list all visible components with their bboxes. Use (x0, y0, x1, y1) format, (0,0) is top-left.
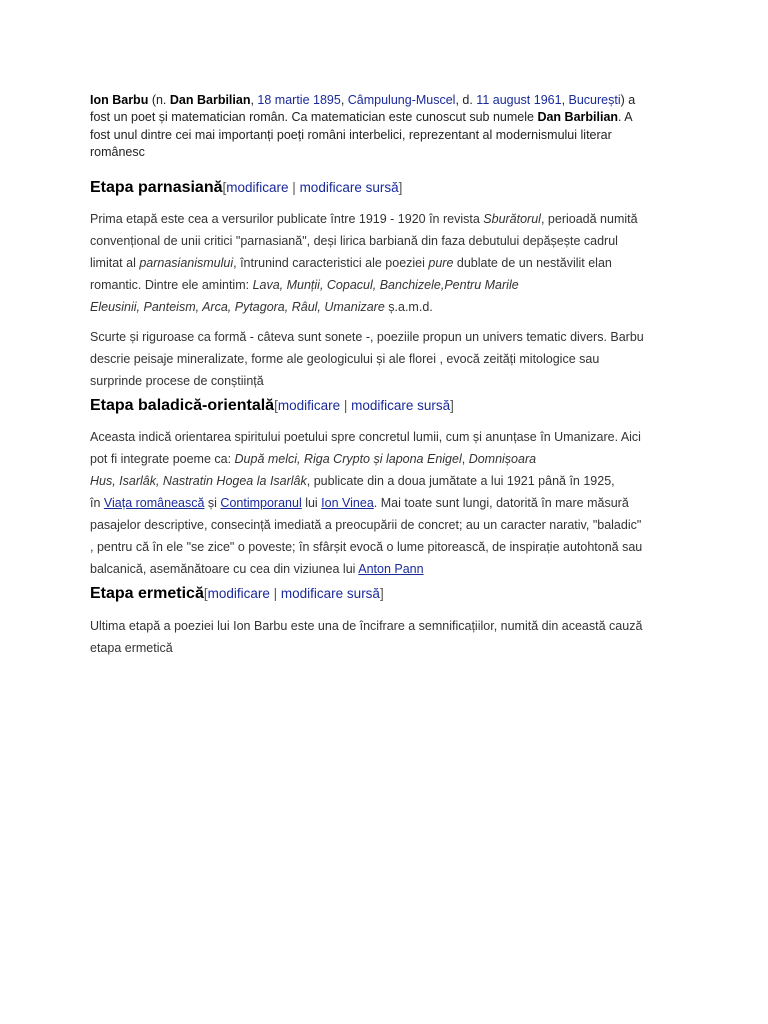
section-heading-parnasiana: Etapa parnasiană[modificare | modificare sursă] (90, 179, 403, 196)
paragraph-parnasiana-1: Prima etapă este cea a versurilor publicate între 1919 - 1920 în revista Sburătorul, perioadă numită convențional de unii critici "parnasiană", deși lirica barbiană din faza debutului depășește cadrul limitat al parnasianismului, întrunind caracteristici ale poeziei pure dublate de un nestăvilit elan romantic. Dintre ele amintim: Lava, Munții, Copacul, Banchizele,Pentru Marile Eleusinii, Panteism, Arca, Pytagora, Râul, Umanizare ș.a.m.d. (90, 212, 638, 314)
birth-place-link[interactable]: Câmpulung-Muscel (347, 93, 456, 107)
contimporanul-link[interactable]: Contimporanul (220, 496, 302, 510)
real-name: Dan Barbilian (169, 93, 251, 107)
viata-romaneasca-link[interactable]: Viața românească (103, 496, 205, 510)
section-edit-links: [modificare | modificare sursă] (274, 398, 454, 413)
edit-source-link[interactable]: modificare sursă (351, 398, 451, 413)
edit-source-link[interactable]: modificare sursă (280, 586, 380, 601)
paragraph-baladica: Aceasta indică orientarea spiritului poetului spre concretul lumii, cum și anunțase în Umanizare. Aici pot fi integrate poeme ca: După melci, Riga Crypto și lapona Enigel, Domnișoara Hus, Isarlâk, Nastratin Hogea la Isarlâk, publicate din a doua jumătate a lui 1921 până în 1925, în Viața românească și Contimporanul lui Ion Vinea. Mai toate sunt lungi, datorită în mare măsură pasajelor descriptive, consecință imediată a preocupării de concret; au un caracter narativ, "baladic" , pentru că în ele "se zice" o poveste; în sfârșit evocă o lume pitorească, de inspirație autohtonă sau balcanică, asemănătoare cu cea din viziunea lui Anton Pann (90, 430, 643, 576)
intro-paragraph (90, 92, 680, 161)
section-edit-links: [modificare | modificare sursă] (203, 586, 384, 601)
poet-name: Ion Barbu (90, 93, 149, 107)
paragraph-parnasiana-2: Scurte și riguroase ca formă - câteva sunt sonete -, poeziile propun un univers tematic divers. Barbu descrie peisaje mineralizate, forme ale geologicului și ale florei , evocă zeități mitologice sau surprinde procese de conștiință (90, 330, 644, 388)
section-heading-baladica: Etapa baladică-orientală[modificare | modificare sursă] (90, 397, 454, 414)
section-heading-ermetica: Etapa ermetică[modificare | modificare sursă] (90, 585, 384, 602)
anton-pann-link[interactable]: Anton Pann (358, 562, 424, 576)
death-date-link[interactable]: 11 august 1961 (476, 93, 562, 107)
edit-source-link[interactable]: modificare sursă (299, 180, 399, 195)
ion-vinea-link[interactable]: Ion Vinea (321, 496, 374, 510)
intro-line-4: românesc (90, 144, 145, 159)
intro-line-1: Ion Barbu (n. Dan Barbilian, 18 martie 1895, Câmpulung-Muscel, d. 11 august 1961, București) a (90, 93, 636, 107)
edit-link[interactable]: modificare (226, 180, 289, 195)
birth-date-link[interactable]: 18 martie 1895 (257, 93, 341, 107)
paragraph-ermetica: Ultima etapă a poeziei lui Ion Barbu este una de încifrare a semnificațiilor, numită din această cauză etapa ermetică (90, 619, 643, 655)
intro-line-3: fost unul dintre cei mai importanți poeți români interbelici, reprezentant al modernismului literar (90, 127, 612, 142)
pen-name: Dan Barbilian (537, 110, 619, 125)
edit-link[interactable]: modificare (277, 398, 341, 413)
intro-line-2: fost un poet și matematician român. Ca matematician este cunoscut sub numele Dan Barbilian. A (90, 110, 633, 125)
death-place-link[interactable]: București (568, 93, 621, 107)
edit-link[interactable]: modificare (207, 586, 270, 601)
section-edit-links: [modificare | modificare sursă] (222, 180, 403, 195)
